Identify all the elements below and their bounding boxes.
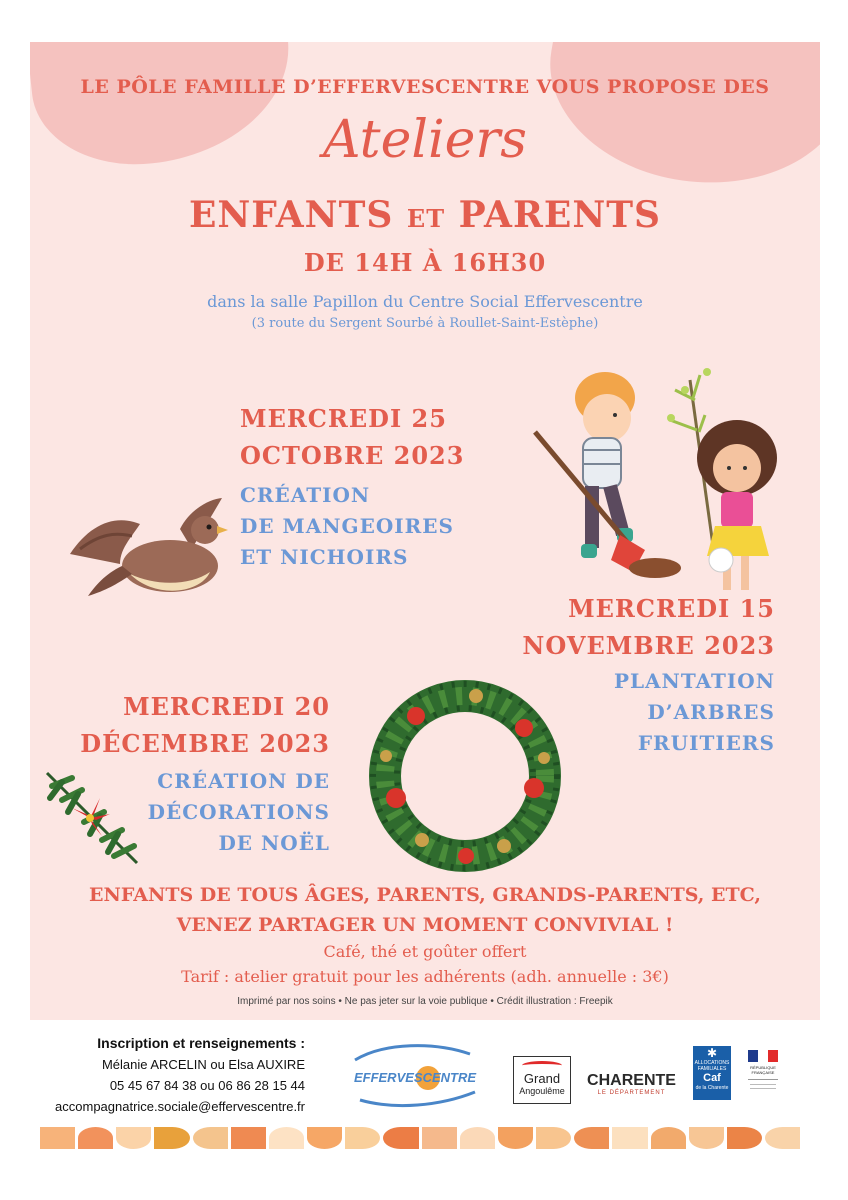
event-1-activity-line3: ET NICHOIRS	[240, 545, 409, 569]
hours: DE 14H À 16H30	[303, 248, 547, 277]
holly-poinsettia-illustration	[42, 768, 142, 868]
strip-segment	[574, 1127, 609, 1149]
strip-segment	[269, 1127, 304, 1149]
strip-segment	[78, 1127, 113, 1149]
caf-line1: ALLOCATIONS	[694, 1060, 730, 1066]
event-1-activity-line1: CRÉATION	[240, 483, 371, 507]
strip-segment	[765, 1127, 800, 1149]
decorative-bottom-strip	[40, 1127, 800, 1149]
strip-segment	[651, 1127, 686, 1149]
invitation-line1: ENFANTS DE TOUS ÂGES, PARENTS, GRANDS-PARENTS, ETC,	[88, 884, 762, 906]
event-3-activity-line2: DÉCORATIONS	[147, 800, 330, 824]
caf-logo	[693, 1046, 731, 1100]
subtitle-parents: PARENTS	[458, 194, 662, 236]
republique-logo	[744, 1050, 782, 1100]
strip-segment	[536, 1127, 571, 1149]
event-2-activity-line2: D’ARBRES	[647, 700, 775, 724]
french-flag-icon	[748, 1050, 778, 1062]
strip-segment	[40, 1127, 75, 1149]
strip-segment	[345, 1127, 380, 1149]
event-2-activity-line3: FRUITIERS	[637, 731, 775, 755]
address: (3 route du Sergent Sourbé à Roullet-Saint-Estèphe)	[251, 316, 599, 331]
event-3-activity	[148, 766, 330, 859]
bird-illustration	[60, 494, 230, 606]
event-3-activity-line3: DE NOËL	[218, 831, 330, 855]
strip-segment	[460, 1127, 495, 1149]
strip-segment	[231, 1127, 266, 1149]
subtitle-et: ET	[406, 204, 446, 233]
event-1-date-line2: OCTOBRE 2023	[240, 441, 465, 470]
fine-print: Imprimé par nos soins • Ne pas jeter sur la voie publique • Crédit illustration : Freepik	[237, 996, 613, 1007]
event-2-date	[522, 590, 775, 664]
grand-angouleme-swoosh	[522, 1061, 562, 1070]
strip-segment	[116, 1127, 151, 1149]
charente-logo-text: CHARENTE	[587, 1072, 676, 1089]
invitation-line2: VENEZ PARTAGER UN MOMENT CONVIVIAL !	[176, 914, 674, 936]
subtitle-enfants: ENFANTS	[188, 194, 394, 236]
event-2-date-line1: MERCREDI 15	[568, 594, 775, 623]
strip-segment	[422, 1127, 457, 1149]
contact-names: Mélanie ARCELIN ou Elsa AUXIRE	[101, 1057, 305, 1072]
location: dans la salle Papillon du Centre Social Effervescentre	[207, 292, 643, 311]
grand-angouleme-line2: Angoulême	[519, 1086, 565, 1096]
strip-segment	[498, 1127, 533, 1149]
event-1-date-line1: MERCREDI 25	[240, 404, 447, 433]
strip-segment	[154, 1127, 189, 1149]
effervescentre-logo-text: EFFERVESCENTRE	[353, 1070, 477, 1085]
snack-info: Café, thé et goûter offert	[323, 942, 527, 961]
event-1-date	[240, 400, 464, 474]
price-info: Tarif : atelier gratuit pour les adhérents (adh. annuelle : 3€)	[181, 967, 669, 986]
christmas-wreath-illustration	[356, 670, 574, 882]
intro-line: LE PÔLE FAMILLE D’EFFERVESCENTRE VOUS PROPOSE DES	[80, 76, 770, 98]
poster-title: Ateliers	[323, 110, 527, 170]
republique-divider	[748, 1079, 778, 1080]
event-3-date-line1: MERCREDI 20	[123, 692, 330, 721]
event-1-activity	[240, 480, 454, 573]
charente-logo	[584, 1072, 679, 1096]
invitation	[30, 880, 820, 940]
strip-segment	[612, 1127, 647, 1149]
children-planting-illustration	[525, 360, 810, 590]
caf-line3: Caf	[703, 1072, 721, 1084]
event-2-date-line2: NOVEMBRE 2023	[522, 631, 775, 660]
event-1-activity-line2: DE MANGEOIRES	[240, 514, 454, 538]
event-3-date	[80, 688, 330, 762]
caf-line2: FAMILIALES	[697, 1066, 727, 1072]
contact-email: accompagnatrice.sociale@effervescentre.fr	[55, 1099, 305, 1114]
republique-text: RÉPUBLIQUE FRANÇAISE	[750, 1065, 776, 1075]
strip-segment	[727, 1127, 762, 1149]
poster-subtitle	[30, 194, 820, 236]
event-2-activity-line1: PLANTATION	[613, 669, 775, 693]
contact-block	[20, 1033, 305, 1117]
event-3-activity-line1: CRÉATION DE	[157, 769, 330, 793]
strip-segment	[193, 1127, 228, 1149]
poster	[30, 42, 820, 1020]
republique-line	[750, 1088, 776, 1089]
effervescentre-logo	[340, 1040, 490, 1112]
strip-segment	[689, 1127, 724, 1149]
contact-heading: Inscription et renseignements :	[97, 1035, 305, 1051]
event-2-activity	[614, 666, 775, 759]
grand-angouleme-line1: Grand	[523, 1071, 561, 1086]
strip-segment	[307, 1127, 342, 1149]
republique-line	[750, 1084, 776, 1085]
caf-snowflake-icon: ✱	[706, 1046, 718, 1060]
caf-line4: de la Charente	[695, 1085, 729, 1091]
event-3-date-line2: DÉCEMBRE 2023	[80, 729, 330, 758]
strip-segment	[383, 1127, 418, 1149]
grand-angouleme-logo	[513, 1056, 571, 1104]
charente-logo-sub: LE DÉPARTEMENT	[597, 1090, 666, 1096]
contact-phones: 05 45 67 84 38 ou 06 86 28 15 44	[109, 1078, 305, 1093]
